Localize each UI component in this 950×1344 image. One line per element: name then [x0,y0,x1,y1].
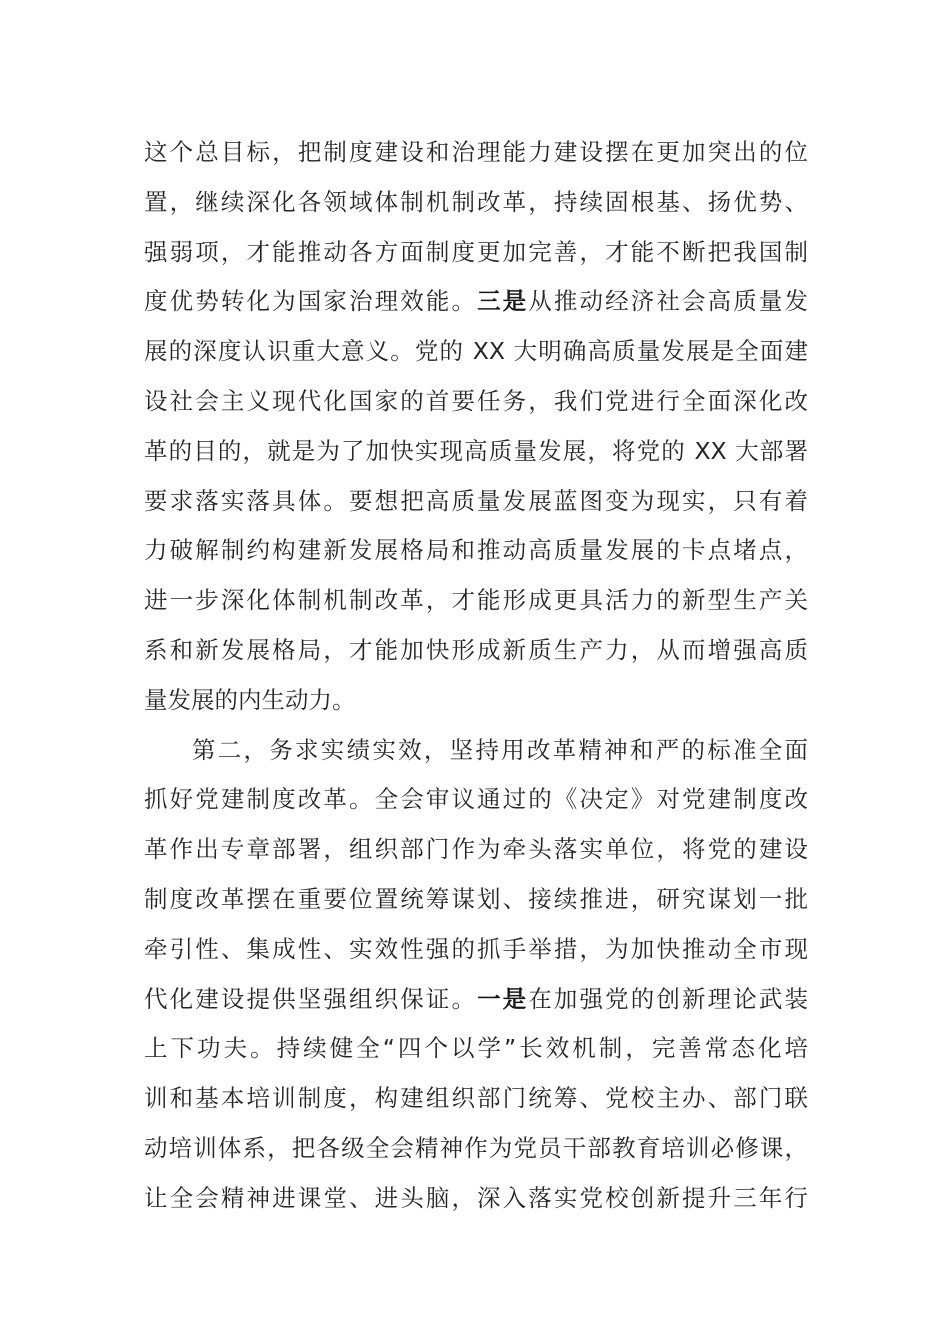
text-line [144,825,808,875]
text-run: 在加强党的创新理论武装 [528,984,809,1013]
text-run: 力破解制约构建新发展格局和推动高质量发展的卡点堵点， [144,536,808,565]
text-run: 置，继续深化各领域体制机制改革，持续固根基、扬优势、 [144,187,808,216]
text-run: 代化建设提供坚强组织保证。 [144,984,478,1013]
text-line [144,427,808,477]
text-line [144,676,808,726]
text-run: 量发展的内生动力。 [144,685,356,714]
text-line [144,975,808,1025]
text-run: 制度改革摆在重要位置统筹谋划、接续推进，研究谋划一批 [144,884,808,913]
text-run: 设社会主义现代化国家的首要任务，我们党进行全面深化改 [144,386,808,415]
text-line [144,925,808,975]
text-line [144,1174,808,1224]
bold-lead-phrase: 一是 [477,984,529,1013]
text-line [144,875,808,925]
text-line [144,228,808,278]
text-line [144,1074,808,1124]
text-run: 从推动经济社会高质量发 [528,287,809,316]
text-run: 让全会精神进课堂、进头脑，深入落实党校创新提升三年行 [144,1183,808,1212]
text-run: 抓好党建制度改革。全会审议通过的《决定》对党建制度改 [144,785,808,814]
text-run: 上下功夫。持续健全“四个以学”长效机制，完善常态化培 [144,1034,808,1063]
text-line [144,178,808,228]
text-line [144,626,808,676]
text-run: 展的深度认识重大意义。党的 XX 大明确高质量发展是全面建 [144,337,808,366]
text-run: 革的目的，就是为了加快实现高质量发展，将党的 XX 大部署 [144,436,808,465]
text-line [144,775,808,825]
text-run: 度优势转化为国家治理效能。 [144,287,478,316]
text-line [144,128,808,178]
text-run: 第二，务求实绩实效，坚持用改革精神和严的标准全面 [192,735,808,764]
text-line [144,327,808,377]
bold-lead-phrase: 三是 [477,287,529,316]
text-line [144,1024,808,1074]
text-line [144,576,808,626]
text-run: 训和基本培训制度，构建组织部门统筹、党校主办、部门联 [144,1084,808,1113]
paragraph-1 [144,128,808,726]
text-line [144,277,808,327]
paragraph-2 [144,726,808,1224]
text-run: 强弱项，才能推动各方面制度更加完善，才能不断把我国制 [144,237,808,266]
document-body [144,128,808,1224]
text-line [144,1124,808,1174]
text-run: 这个总目标，把制度建设和治理能力建设摆在更加突出的位 [144,138,808,166]
text-run: 要求落实落具体。要想把高质量发展蓝图变为现实，只有着 [144,486,808,515]
text-run: 系和新发展格局，才能加快形成新质生产力，从而增强高质 [144,635,808,664]
text-run: 动培训体系，把各级全会精神作为党员干部教育培训必修课， [144,1133,808,1162]
text-run: 革作出专章部署，组织部门作为牵头落实单位，将党的建设 [144,835,808,864]
text-run: 牵引性、集成性、实效性强的抓手举措，为加快推动全市现 [144,934,808,963]
text-line [144,726,808,776]
text-line [144,477,808,527]
text-line [144,377,808,427]
text-line [144,526,808,576]
text-run: 进一步深化体制机制改革，才能形成更具活力的新型生产关 [144,586,808,615]
